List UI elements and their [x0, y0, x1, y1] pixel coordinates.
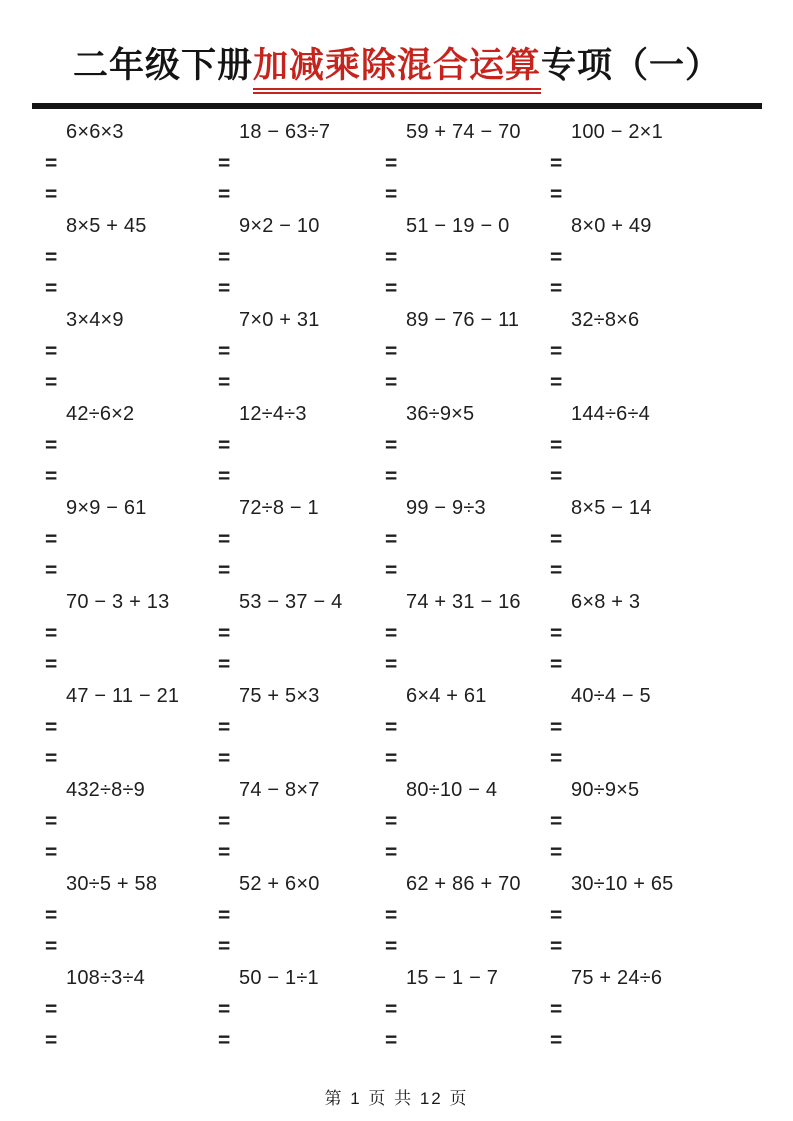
equals-line-2[interactable]: =	[45, 276, 58, 300]
problem-cell	[550, 305, 763, 399]
problem-cell	[385, 305, 550, 399]
equals-line-2[interactable]: =	[550, 746, 563, 770]
problem-expression: 53 − 37 − 4	[239, 590, 343, 613]
title-divider-rule	[32, 103, 762, 109]
equals-line-1[interactable]: =	[550, 339, 563, 363]
problem-cell	[550, 399, 763, 493]
equals-line-1[interactable]: =	[45, 809, 58, 833]
problem-expression: 144÷6÷4	[571, 402, 650, 425]
problem-cell	[218, 493, 385, 587]
equals-line-2[interactable]: =	[45, 652, 58, 676]
worksheet-header	[32, 0, 762, 109]
equals-line-1[interactable]: =	[385, 433, 398, 457]
equals-line-2[interactable]: =	[550, 370, 563, 394]
equals-line-2[interactable]: =	[385, 464, 398, 488]
equals-line-2[interactable]: =	[218, 1028, 231, 1052]
equals-line-1[interactable]: =	[218, 621, 231, 645]
problem-expression: 108÷3÷4	[66, 966, 145, 989]
problem-cell	[218, 587, 385, 681]
problem-expression: 74 − 8×7	[239, 778, 320, 801]
equals-line-2[interactable]: =	[45, 934, 58, 958]
equals-line-1[interactable]: =	[218, 715, 231, 739]
problem-expression: 50 − 1÷1	[239, 966, 319, 989]
equals-line-1[interactable]: =	[385, 151, 398, 175]
equals-line-1[interactable]: =	[45, 245, 58, 269]
problem-cell	[385, 963, 550, 1057]
problem-cell	[385, 775, 550, 869]
problem-expression: 59 + 74 − 70	[406, 120, 521, 143]
problem-cell	[218, 681, 385, 775]
equals-line-1[interactable]: =	[385, 527, 398, 551]
equals-line-2[interactable]: =	[218, 934, 231, 958]
problem-cell	[45, 305, 218, 399]
equals-line-2[interactable]: =	[218, 652, 231, 676]
equals-line-2[interactable]: =	[550, 182, 563, 206]
page-footer	[0, 1084, 793, 1109]
equals-line-2[interactable]: =	[385, 370, 398, 394]
equals-line-1[interactable]: =	[550, 151, 563, 175]
equals-line-2[interactable]: =	[385, 276, 398, 300]
equals-line-2[interactable]: =	[550, 840, 563, 864]
problem-expression: 36÷9×5	[406, 402, 475, 425]
equals-line-1[interactable]: =	[385, 997, 398, 1021]
problem-expression: 8×5 + 45	[66, 214, 147, 237]
problem-cell	[550, 963, 763, 1057]
title-prefix: 二年级下册	[72, 46, 253, 85]
problem-expression: 30÷5 + 58	[66, 872, 158, 895]
problem-expression: 32÷8×6	[571, 308, 640, 331]
problem-cell	[550, 211, 763, 305]
problem-cell	[385, 587, 550, 681]
equals-line-2[interactable]: =	[218, 558, 231, 582]
equals-line-2[interactable]: =	[218, 464, 231, 488]
equals-line-2[interactable]: =	[385, 1028, 398, 1052]
equals-line-2[interactable]: =	[550, 1028, 563, 1052]
equals-line-1[interactable]: =	[218, 433, 231, 457]
equals-line-1[interactable]: =	[45, 433, 58, 457]
problem-cell	[385, 211, 550, 305]
equals-line-2[interactable]: =	[218, 746, 231, 770]
equals-line-1[interactable]: =	[218, 527, 231, 551]
problem-cell	[45, 211, 218, 305]
equals-line-2[interactable]: =	[385, 182, 398, 206]
problem-expression: 75 + 24÷6	[571, 966, 663, 989]
equals-line-2[interactable]: =	[45, 182, 58, 206]
problem-cell	[385, 399, 550, 493]
problem-cell	[218, 305, 385, 399]
problem-expression: 7×0 + 31	[239, 308, 320, 331]
problem-expression: 8×5 − 14	[571, 496, 652, 519]
equals-line-2[interactable]: =	[550, 558, 563, 582]
equals-line-1[interactable]: =	[385, 809, 398, 833]
problem-expression: 3×4×9	[66, 308, 124, 331]
problem-cell	[218, 963, 385, 1057]
equals-line-2[interactable]: =	[218, 370, 231, 394]
problem-cell	[550, 869, 763, 963]
equals-line-1[interactable]: =	[218, 997, 231, 1021]
problem-expression: 6×8 + 3	[571, 590, 641, 613]
equals-line-1[interactable]: =	[218, 339, 231, 363]
problem-expression: 6×4 + 61	[406, 684, 487, 707]
problems-grid	[45, 117, 763, 1057]
problem-expression: 75 + 5×3	[239, 684, 320, 707]
problem-expression: 42÷6×2	[66, 402, 135, 425]
equals-line-1[interactable]: =	[550, 903, 563, 927]
equals-line-2[interactable]: =	[550, 934, 563, 958]
equals-line-2[interactable]: =	[45, 840, 58, 864]
equals-line-1[interactable]: =	[550, 433, 563, 457]
problem-expression: 90÷9×5	[571, 778, 640, 801]
problem-expression: 89 − 76 − 11	[406, 308, 520, 331]
problem-cell	[385, 681, 550, 775]
problem-cell	[45, 869, 218, 963]
problem-expression: 80÷10 − 4	[406, 778, 498, 801]
problem-cell	[385, 869, 550, 963]
problem-cell	[45, 775, 218, 869]
problem-expression: 12÷4÷3	[239, 402, 307, 425]
equals-line-2[interactable]: =	[550, 652, 563, 676]
problem-expression: 70 − 3 + 13	[66, 590, 170, 613]
equals-line-2[interactable]: =	[45, 464, 58, 488]
problem-cell	[45, 587, 218, 681]
problem-cell	[550, 681, 763, 775]
problem-expression: 100 − 2×1	[571, 120, 663, 143]
problem-cell	[218, 775, 385, 869]
equals-line-1[interactable]: =	[218, 151, 231, 175]
equals-line-2[interactable]: =	[385, 840, 398, 864]
problem-expression: 8×0 + 49	[571, 214, 652, 237]
problem-cell	[550, 775, 763, 869]
equals-line-1[interactable]: =	[218, 809, 231, 833]
problem-expression: 74 + 31 − 16	[406, 590, 521, 613]
problem-cell	[45, 117, 218, 211]
problem-expression: 52 + 6×0	[239, 872, 320, 895]
equals-line-1[interactable]: =	[550, 245, 563, 269]
equals-line-1[interactable]: =	[45, 339, 58, 363]
equals-line-1[interactable]: =	[550, 997, 563, 1021]
equals-line-2[interactable]: =	[550, 276, 563, 300]
equals-line-1[interactable]: =	[385, 621, 398, 645]
equals-line-2[interactable]: =	[45, 1028, 58, 1052]
problem-expression: 9×2 − 10	[239, 214, 320, 237]
title-suffix: 专项（一）	[541, 46, 722, 85]
problem-cell	[550, 493, 763, 587]
equals-line-1[interactable]: =	[45, 997, 58, 1021]
equals-line-1[interactable]: =	[45, 527, 58, 551]
problem-cell	[218, 211, 385, 305]
problem-cell	[550, 587, 763, 681]
equals-line-2[interactable]: =	[550, 464, 563, 488]
equals-line-1[interactable]: =	[385, 903, 398, 927]
problem-cell	[45, 963, 218, 1057]
equals-line-1[interactable]: =	[45, 151, 58, 175]
problem-expression: 51 − 19 − 0	[406, 214, 510, 237]
problem-expression: 6×6×3	[66, 120, 124, 143]
problem-expression: 62 + 86 + 70	[406, 872, 521, 895]
equals-line-1[interactable]: =	[385, 245, 398, 269]
equals-line-1[interactable]: =	[45, 903, 58, 927]
problem-expression: 47 − 11 − 21	[66, 684, 180, 707]
equals-line-1[interactable]: =	[550, 715, 563, 739]
problem-cell	[218, 117, 385, 211]
equals-line-2[interactable]: =	[385, 652, 398, 676]
problem-cell	[218, 399, 385, 493]
equals-line-1[interactable]: =	[218, 245, 231, 269]
problem-expression: 99 − 9÷3	[406, 496, 486, 519]
page-number-text: 第 1 页 共 12 页	[324, 1089, 469, 1108]
problem-cell	[550, 117, 763, 211]
equals-line-2[interactable]: =	[45, 746, 58, 770]
page-title	[32, 44, 762, 94]
problem-cell	[45, 399, 218, 493]
problem-expression: 40÷4 − 5	[571, 684, 651, 707]
problem-cell	[385, 493, 550, 587]
problem-expression: 18 − 63÷7	[239, 120, 331, 143]
problem-expression: 30÷10 + 65	[571, 872, 674, 895]
equals-line-1[interactable]: =	[45, 621, 58, 645]
equals-line-1[interactable]: =	[385, 715, 398, 739]
equals-line-2[interactable]: =	[218, 840, 231, 864]
problem-cell	[45, 493, 218, 587]
problem-expression: 72÷8 − 1	[239, 496, 319, 519]
equals-line-2[interactable]: =	[385, 558, 398, 582]
equals-line-2[interactable]: =	[45, 370, 58, 394]
equals-line-1[interactable]: =	[218, 903, 231, 927]
equals-line-1[interactable]: =	[385, 339, 398, 363]
equals-line-2[interactable]: =	[385, 746, 398, 770]
equals-line-1[interactable]: =	[550, 621, 563, 645]
equals-line-1[interactable]: =	[550, 809, 563, 833]
problem-expression: 15 − 1 − 7	[406, 966, 499, 989]
title-highlight: 加减乘除混合运算	[253, 44, 541, 94]
problem-cell	[45, 681, 218, 775]
problem-cell	[218, 869, 385, 963]
equals-line-1[interactable]: =	[45, 715, 58, 739]
equals-line-1[interactable]: =	[550, 527, 563, 551]
problem-cell	[385, 117, 550, 211]
problem-expression: 432÷8÷9	[66, 778, 145, 801]
equals-line-2[interactable]: =	[45, 558, 58, 582]
problem-expression: 9×9 − 61	[66, 496, 147, 519]
equals-line-2[interactable]: =	[385, 934, 398, 958]
equals-line-2[interactable]: =	[218, 182, 231, 206]
equals-line-2[interactable]: =	[218, 276, 231, 300]
